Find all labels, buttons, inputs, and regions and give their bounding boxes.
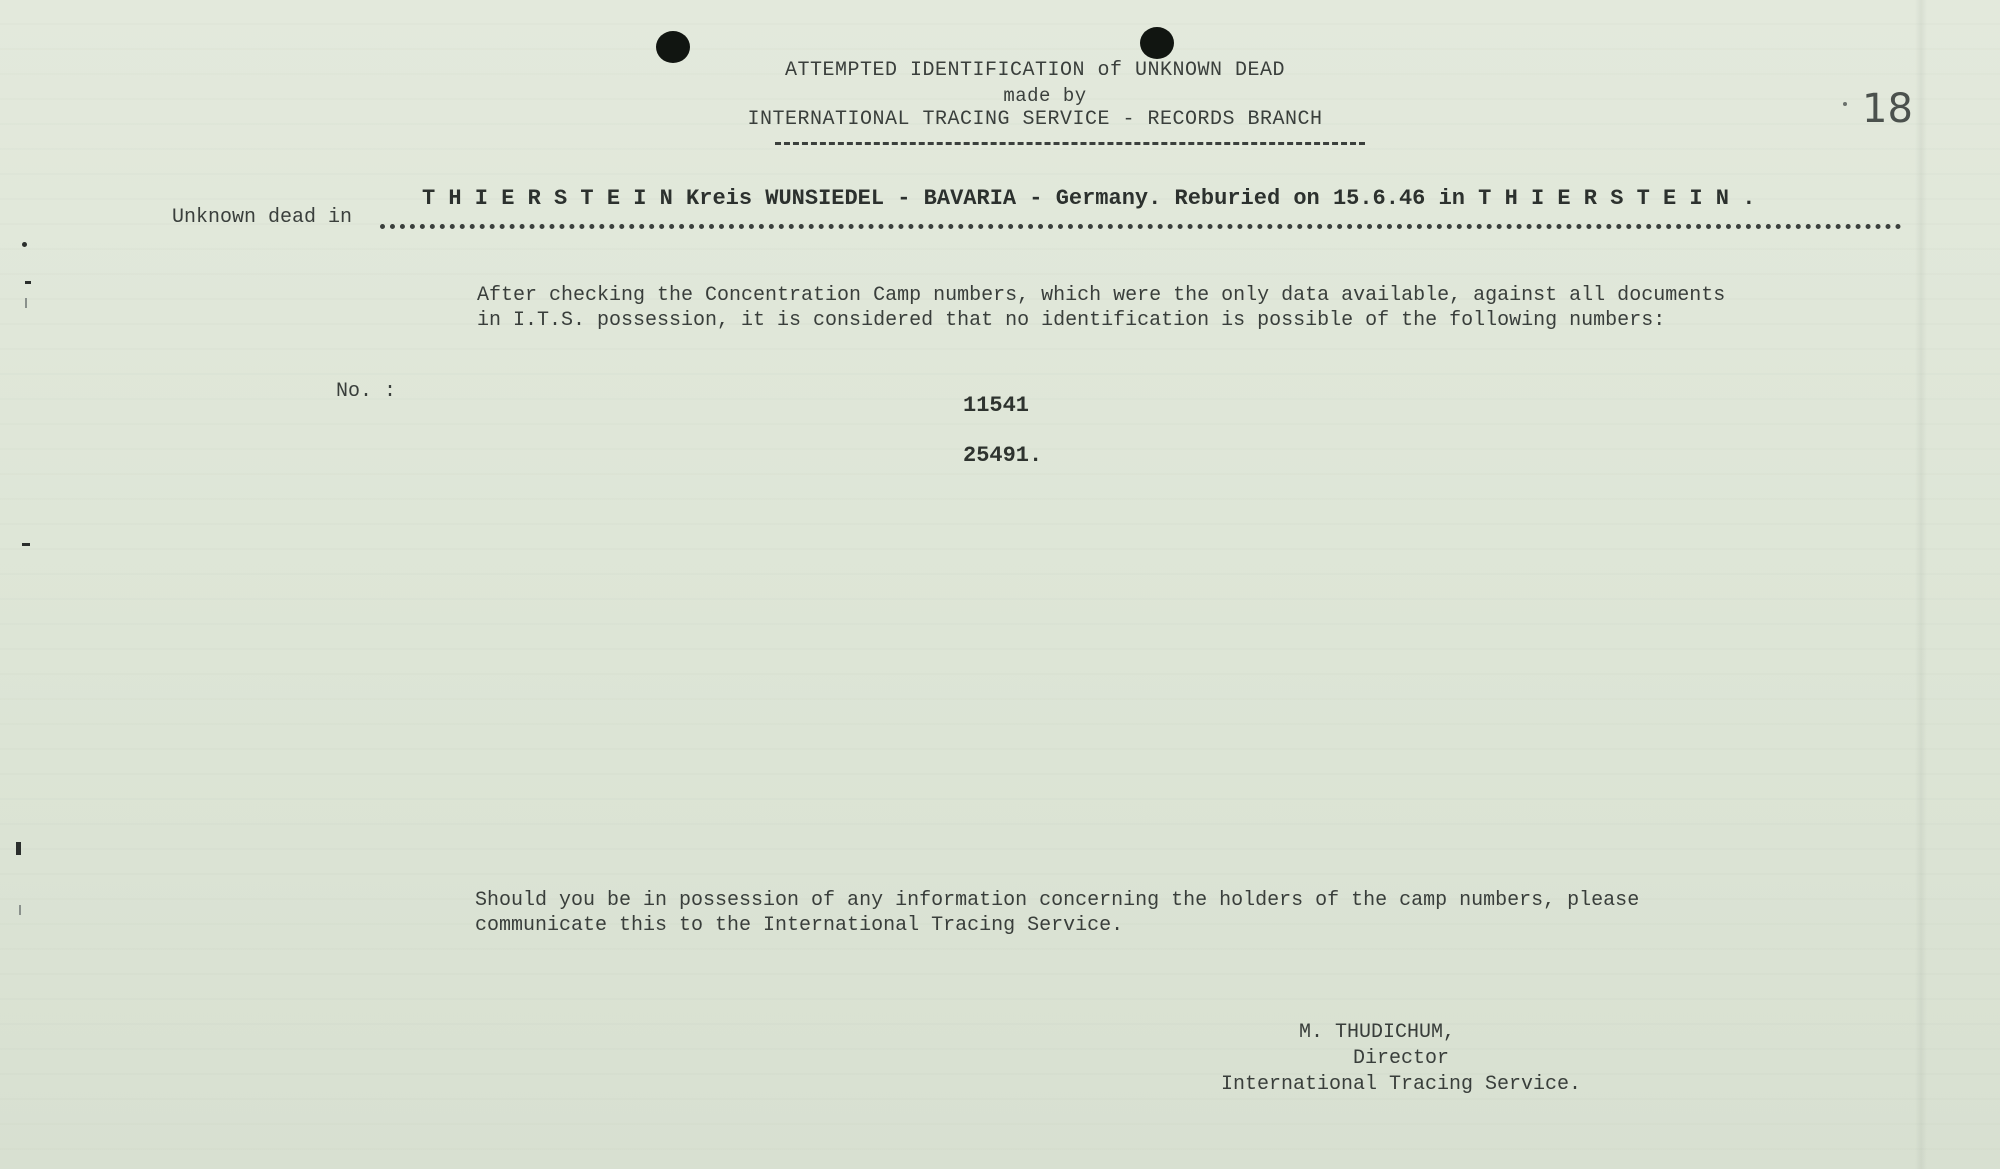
- header-subtitle: made by: [1003, 85, 1087, 107]
- punch-hole-right: [1140, 27, 1174, 59]
- header-title: ATTEMPTED IDENTIFICATION of UNKNOWN DEAD: [784, 59, 1286, 82]
- header-underline: [775, 142, 1365, 145]
- margin-mark: [25, 298, 27, 308]
- signature-block: [1195, 1020, 1595, 1098]
- checking-paragraph: After checking the Concentration Camp numbers, which were the only data available, against all documents in I.T.S. possession, it is considered that no identification is possible of the following numbers:: [477, 284, 1726, 332]
- page-number-dot: [1843, 102, 1847, 106]
- camp-number: 25491.: [963, 443, 1043, 468]
- margin-mark: [16, 842, 21, 855]
- signatory-organization: International Tracing Service.: [1220, 1073, 1581, 1096]
- signatory-name: M. THUDICHUM,: [1298, 1021, 1456, 1044]
- margin-mark: [19, 905, 21, 915]
- signatory-title: Director: [1352, 1047, 1449, 1070]
- header-organization: INTERNATIONAL TRACING SERVICE - RECORDS BRANCH: [747, 108, 1323, 131]
- page-number: 18: [1862, 86, 1913, 132]
- margin-mark: [22, 242, 27, 247]
- location-details: T H I E R S T E I N Kreis WUNSIEDEL - BAVARIA - Germany. Reburied on 15.6.46 in T H I E R S T E I N .: [422, 186, 1756, 211]
- camp-number: 11541: [963, 393, 1030, 418]
- margin-mark: [22, 543, 30, 546]
- paper-crease: [1915, 0, 1927, 1169]
- request-paragraph: Should you be in possession of any information concerning the holders of the camp numbers, please communicate this to the International Tracing Service.: [475, 889, 1640, 937]
- margin-mark: [25, 281, 31, 284]
- numbers-label: No. :: [336, 380, 397, 403]
- dotted-leader-line: [380, 224, 1902, 229]
- unknown-dead-label: Unknown dead in: [172, 206, 353, 229]
